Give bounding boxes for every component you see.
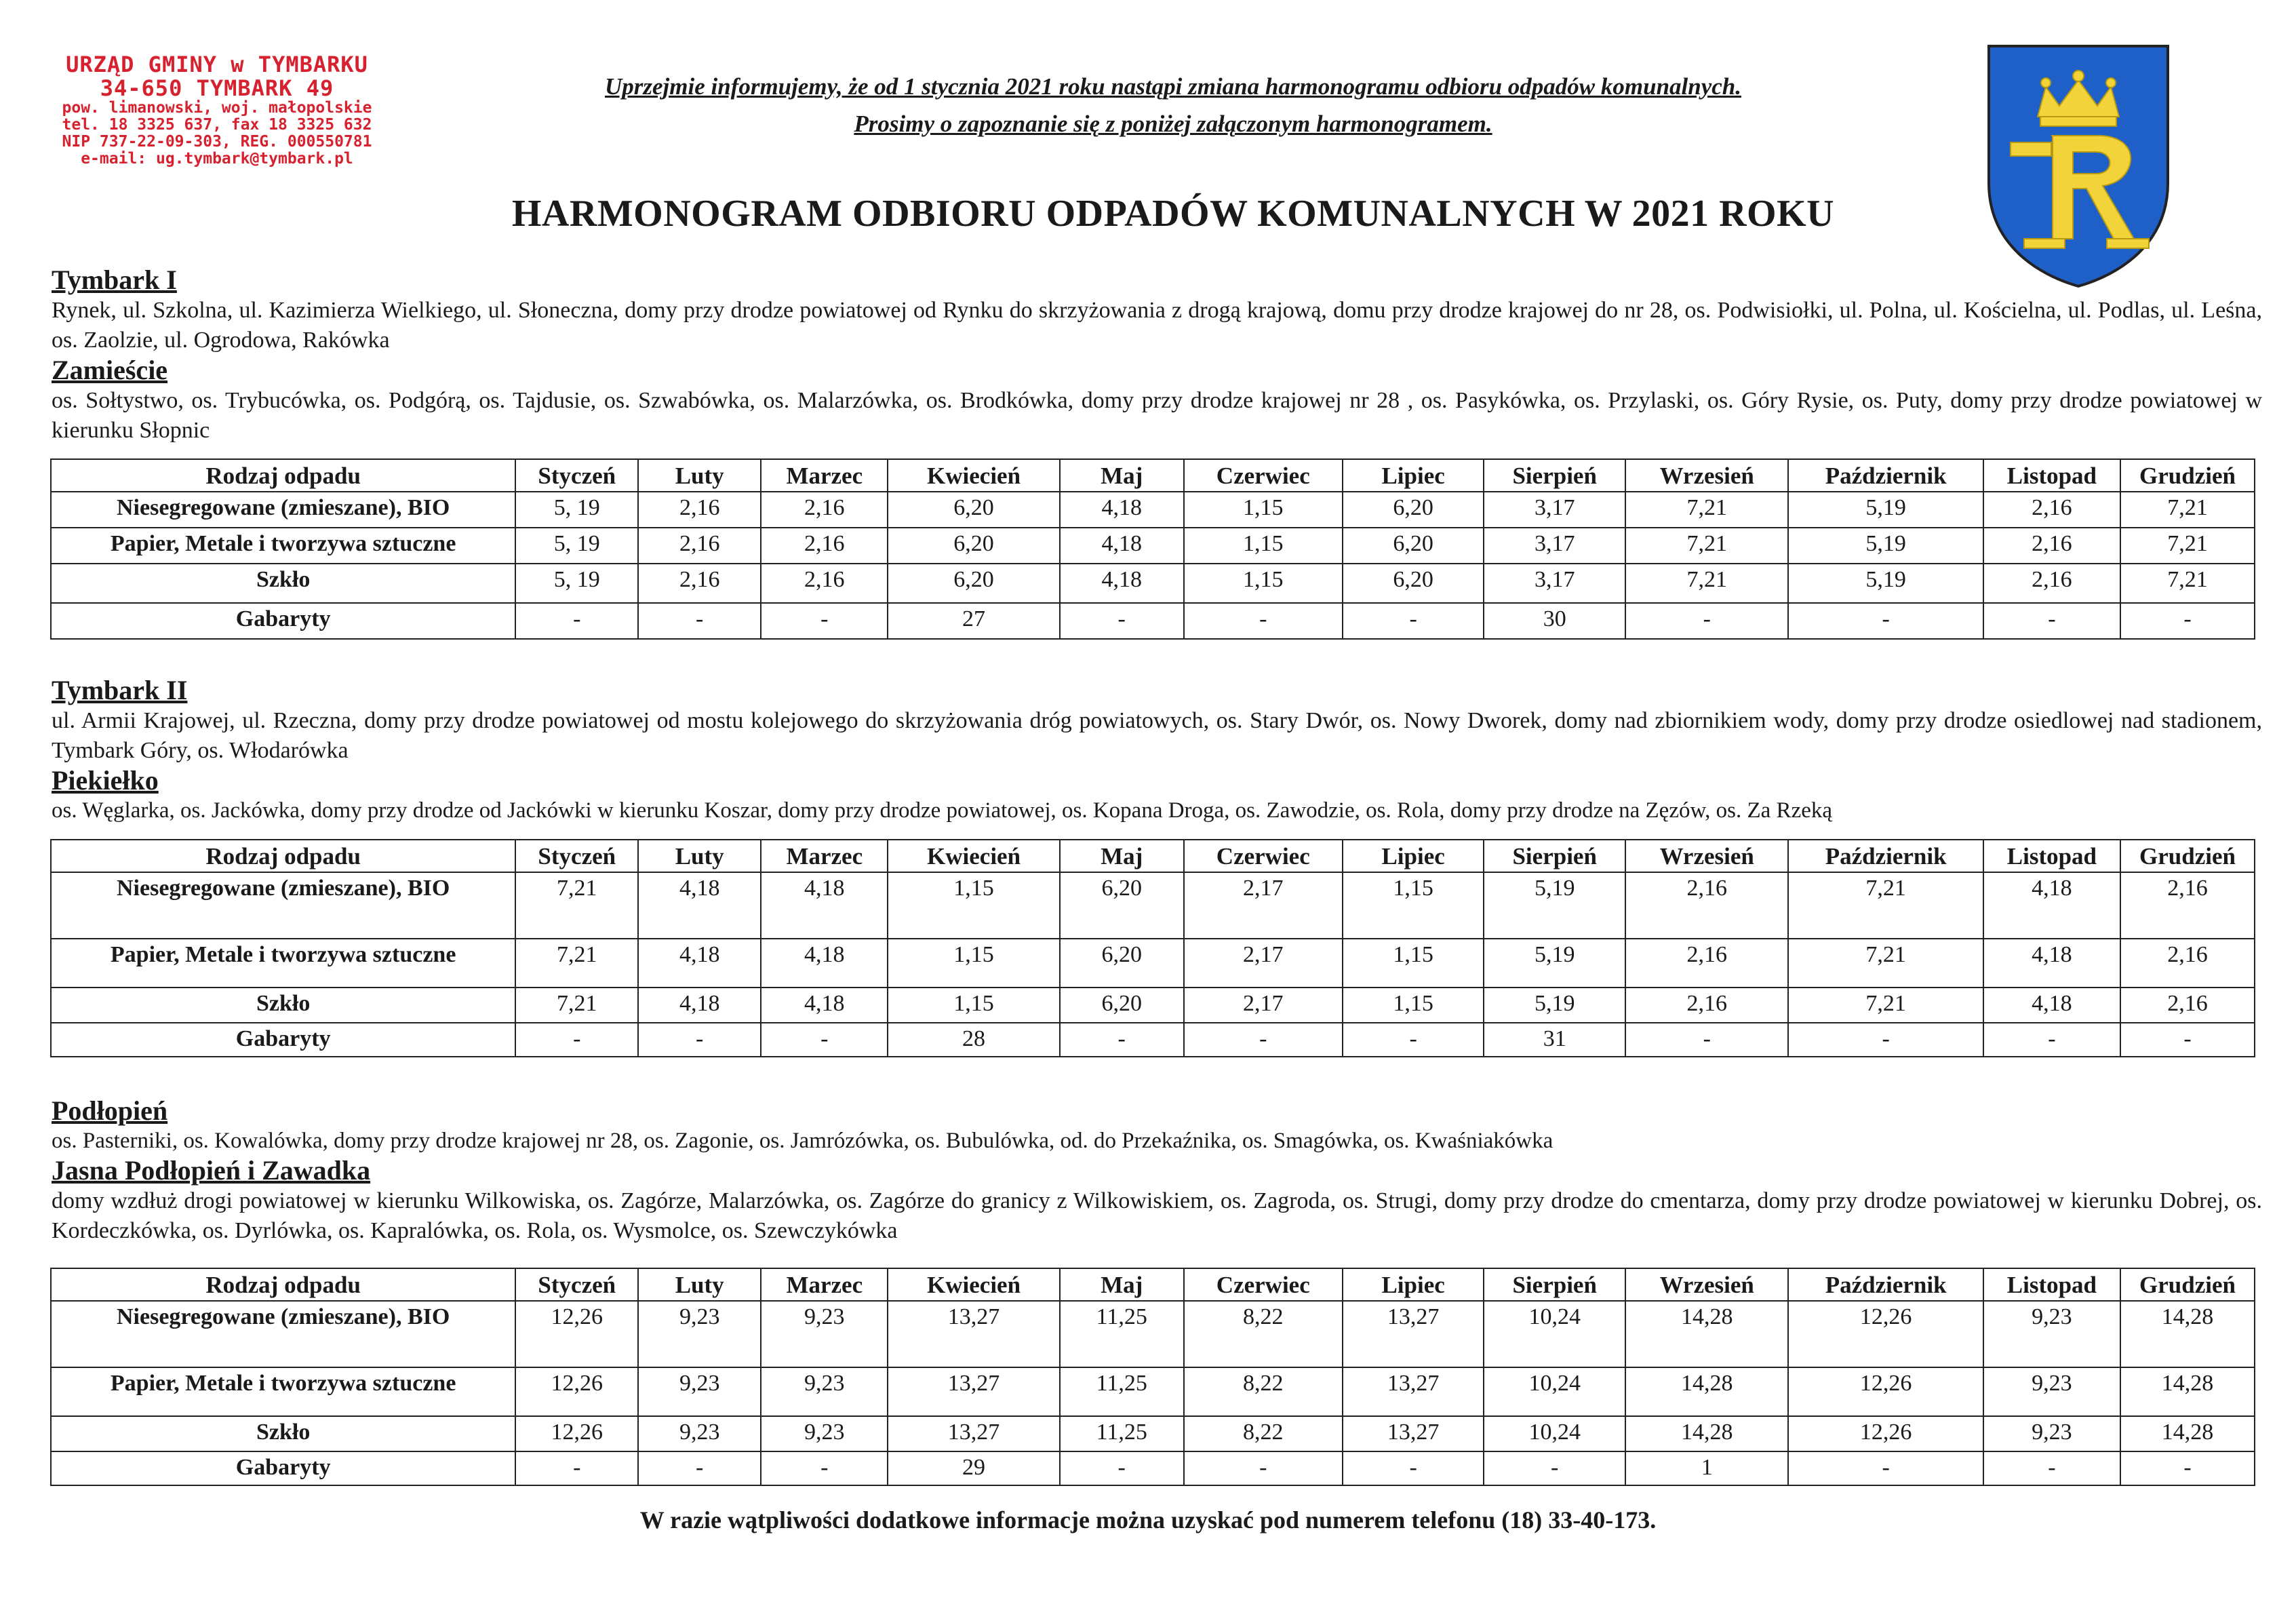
- pickup-dates-cell: 9,23: [761, 1367, 888, 1416]
- pickup-dates-cell: 9,23: [761, 1416, 888, 1451]
- pickup-dates-cell: 10,24: [1484, 1416, 1625, 1451]
- pickup-dates-cell: 8,22: [1184, 1416, 1343, 1451]
- month-header: Listopad: [1983, 459, 2120, 492]
- pickup-dates-cell: -: [638, 1023, 761, 1057]
- pickup-dates-cell: 7,21: [515, 872, 638, 939]
- month-header: Kwiecień: [888, 459, 1059, 492]
- pickup-dates-cell: 14,28: [2120, 1301, 2255, 1367]
- pickup-dates-cell: 1,15: [888, 939, 1059, 988]
- pickup-dates-cell: 2,16: [638, 492, 761, 528]
- month-header: Marzec: [761, 840, 888, 872]
- pickup-dates-cell: 12,26: [515, 1416, 638, 1451]
- pickup-dates-cell: 10,24: [1484, 1367, 1625, 1416]
- waste-type-header: Rodzaj odpadu: [51, 840, 515, 872]
- pickup-dates-cell: 12,26: [1788, 1367, 1983, 1416]
- pickup-dates-cell: 4,18: [1983, 988, 2120, 1023]
- pickup-dates-cell: 7,21: [1625, 492, 1789, 528]
- table-row: [51, 1023, 2255, 1057]
- schedule-table: [50, 1268, 2255, 1486]
- month-header: Marzec: [761, 1268, 888, 1301]
- pickup-dates-cell: -: [1060, 603, 1184, 639]
- pickup-dates-cell: 5,19: [1788, 564, 1983, 603]
- pickup-dates-cell: -: [761, 1451, 888, 1485]
- waste-type-label: Gabaryty: [51, 603, 515, 639]
- table-row: [51, 528, 2255, 564]
- month-header: Luty: [638, 1268, 761, 1301]
- pickup-dates-cell: 2,16: [761, 564, 888, 603]
- pickup-dates-cell: 2,16: [1625, 872, 1789, 939]
- pickup-dates-cell: 1,15: [1343, 872, 1484, 939]
- month-header: Maj: [1060, 840, 1184, 872]
- area-description: os. Sołtystwo, os. Trybucówka, os. Podgórą, os. Tajdusie, os. Szwabówka, os. Malarzówka, os. Brodkówka, domy przy drodze krajowej nr 28 , os. Pasykówka, os. Przylaski, os. Góry Rysie, os. Puty, domy przy drodze powiatowej w kierunku Słopnic: [52, 388, 2262, 443]
- pickup-dates-cell: 6,20: [1343, 528, 1484, 564]
- pickup-dates-cell: 9,23: [761, 1301, 888, 1367]
- area-description: ul. Armii Krajowej, ul. Rzeczna, domy przy drodze powiatowej od mostu kolejowego do skrzyżowania dróg powiatowych, os. Stary Dwór, os. Nowy Dworek, domy nad zbiornikiem wody, domy przy drodze osiedlowej nad stadionem, Tymbark Góry, os. Włodarówka: [52, 708, 2262, 763]
- waste-type-header: Rodzaj odpadu: [51, 459, 515, 492]
- pickup-dates-cell: -: [1788, 1451, 1983, 1485]
- pickup-dates-cell: 4,18: [1060, 564, 1184, 603]
- area-heading: Tymbark II: [52, 675, 188, 705]
- pickup-dates-cell: -: [1343, 1023, 1484, 1057]
- month-header: Wrzesień: [1625, 459, 1789, 492]
- pickup-dates-cell: 1,15: [888, 988, 1059, 1023]
- pickup-dates-cell: -: [1184, 1451, 1343, 1485]
- month-header: Sierpień: [1484, 1268, 1625, 1301]
- month-header: Lipiec: [1343, 1268, 1484, 1301]
- waste-type-label: Niesegregowane (zmieszane), BIO: [51, 492, 515, 528]
- month-header: Czerwiec: [1184, 1268, 1343, 1301]
- pickup-dates-cell: 5,19: [1484, 872, 1625, 939]
- table-row: [51, 1301, 2255, 1367]
- month-header: Kwiecień: [888, 840, 1059, 872]
- pickup-dates-cell: 12,26: [515, 1301, 638, 1367]
- schedule-table: [50, 839, 2255, 1057]
- table-row: [51, 1416, 2255, 1451]
- pickup-dates-cell: 12,26: [1788, 1416, 1983, 1451]
- pickup-dates-cell: 1,15: [1184, 564, 1343, 603]
- table-row: [51, 872, 2255, 939]
- section-tymbark-2: [52, 675, 2262, 825]
- waste-type-label: Niesegregowane (zmieszane), BIO: [51, 1301, 515, 1367]
- pickup-dates-cell: 7,21: [2120, 564, 2255, 603]
- month-header: Styczeń: [515, 1268, 638, 1301]
- month-header: Maj: [1060, 459, 1184, 492]
- pickup-dates-cell: -: [515, 603, 638, 639]
- pickup-dates-cell: 2,17: [1184, 872, 1343, 939]
- pickup-dates-cell: 2,16: [1983, 528, 2120, 564]
- table-header-row: [51, 840, 2255, 872]
- pickup-dates-cell: 3,17: [1484, 564, 1625, 603]
- month-header: Sierpień: [1484, 459, 1625, 492]
- pickup-dates-cell: 8,22: [1184, 1367, 1343, 1416]
- waste-type-label: Gabaryty: [51, 1023, 515, 1057]
- pickup-dates-cell: -: [1788, 1023, 1983, 1057]
- waste-type-header: Rodzaj odpadu: [51, 1268, 515, 1301]
- pickup-dates-cell: 9,23: [638, 1301, 761, 1367]
- pickup-dates-cell: 30: [1484, 603, 1625, 639]
- pickup-dates-cell: 1,15: [1184, 492, 1343, 528]
- pickup-dates-cell: -: [1184, 1023, 1343, 1057]
- table-row: [51, 1451, 2255, 1485]
- pickup-dates-cell: 2,16: [761, 492, 888, 528]
- pickup-dates-cell: 1: [1625, 1451, 1789, 1485]
- month-header: Grudzień: [2120, 1268, 2255, 1301]
- pickup-dates-cell: 7,21: [1788, 939, 1983, 988]
- table-row: [51, 492, 2255, 528]
- pickup-dates-cell: 12,26: [1788, 1301, 1983, 1367]
- pickup-dates-cell: -: [515, 1023, 638, 1057]
- pickup-dates-cell: 6,20: [1060, 872, 1184, 939]
- office-stamp: [27, 53, 407, 167]
- pickup-dates-cell: 14,28: [1625, 1301, 1789, 1367]
- pickup-dates-cell: -: [1060, 1451, 1184, 1485]
- pickup-dates-cell: 27: [888, 603, 1059, 639]
- month-header: Wrzesień: [1625, 840, 1789, 872]
- stamp-office-name: URZĄD GMINY w TYMBARKU: [66, 52, 368, 77]
- pickup-dates-cell: -: [1343, 1451, 1484, 1485]
- stamp-address: 34-650 TYMBARK 49: [100, 75, 334, 101]
- pickup-dates-cell: -: [761, 603, 888, 639]
- stamp-email: e-mail: ug.tymbark@tymbark.pl: [81, 149, 353, 168]
- waste-type-label: Papier, Metale i tworzywa sztuczne: [51, 528, 515, 564]
- pickup-dates-cell: 6,20: [888, 492, 1059, 528]
- pickup-dates-cell: -: [761, 1023, 888, 1057]
- area-description: domy wzdłuż drogi powiatowej w kierunku Wilkowiska, os. Zagórze, Malarzówka, os. Zagórze do granicy z Wilkowiskiem, os. Zagroda, os. Strugi, domy przy drodze do cmentarza, domy przy drodze powiatowej w kierunku Dobrej, os. Kordeczkówka, os. Dyrlówka, os. Kapralówka, os. Rola, os. Wysmolce, os. Szewczykówka: [52, 1188, 2262, 1243]
- month-header: Maj: [1060, 1268, 1184, 1301]
- pickup-dates-cell: 1,15: [888, 872, 1059, 939]
- month-header: Styczeń: [515, 840, 638, 872]
- area-heading: Zamieście: [52, 355, 168, 386]
- waste-type-label: Gabaryty: [51, 1451, 515, 1485]
- stamp-phone: tel. 18 3325 637, fax 18 3325 632: [62, 115, 372, 134]
- pickup-dates-cell: -: [1184, 603, 1343, 639]
- pickup-dates-cell: 1,15: [1184, 528, 1343, 564]
- pickup-dates-cell: 6,20: [888, 528, 1059, 564]
- month-header: Lipiec: [1343, 840, 1484, 872]
- pickup-dates-cell: 5, 19: [515, 564, 638, 603]
- pickup-dates-cell: 4,18: [638, 872, 761, 939]
- table-row: [51, 564, 2255, 603]
- pickup-dates-cell: 7,21: [515, 988, 638, 1023]
- pickup-dates-cell: 5,19: [1788, 492, 1983, 528]
- month-header: Grudzień: [2120, 840, 2255, 872]
- pickup-dates-cell: -: [1484, 1451, 1625, 1485]
- month-header: Luty: [638, 840, 761, 872]
- pickup-dates-cell: 7,21: [2120, 528, 2255, 564]
- pickup-dates-cell: 1,15: [1343, 988, 1484, 1023]
- area-description: Rynek, ul. Szkolna, ul. Kazimierza Wielkiego, ul. Słoneczna, domy przy drodze powiatowej od Rynku do skrzyżowania z drogą krajową, domu przy drodze krajowej do nr 28, os. Podwisiołki, ul. Polna, ul. Kościelna, ul. Podlas, ul. Leśna, os. Zaolzie, ul. Ogrodowa, Rakówka: [52, 298, 2262, 353]
- pickup-dates-cell: 13,27: [1343, 1416, 1484, 1451]
- month-header: Grudzień: [2120, 459, 2255, 492]
- table-row: [51, 988, 2255, 1023]
- pickup-dates-cell: -: [1983, 1451, 2120, 1485]
- pickup-dates-cell: 5, 19: [515, 528, 638, 564]
- stamp-district: pow. limanowski, woj. małopolskie: [62, 99, 372, 117]
- pickup-dates-cell: 6,20: [1343, 492, 1484, 528]
- waste-type-label: Szkło: [51, 1416, 515, 1451]
- pickup-dates-cell: 2,16: [761, 528, 888, 564]
- month-header: Sierpień: [1484, 840, 1625, 872]
- pickup-dates-cell: -: [2120, 603, 2255, 639]
- pickup-dates-cell: 9,23: [1983, 1367, 2120, 1416]
- area-heading: Piekiełko: [52, 765, 159, 796]
- pickup-dates-cell: 5,19: [1484, 939, 1625, 988]
- pickup-dates-cell: 5, 19: [515, 492, 638, 528]
- table-row: [51, 939, 2255, 988]
- pickup-dates-cell: 4,18: [1983, 872, 2120, 939]
- pickup-dates-cell: 2,16: [1983, 564, 2120, 603]
- pickup-dates-cell: 14,28: [1625, 1367, 1789, 1416]
- area-heading: Jasna Podłopień i Zawadka: [52, 1155, 371, 1186]
- pickup-dates-cell: 7,21: [1788, 872, 1983, 939]
- waste-type-label: Szkło: [51, 988, 515, 1023]
- pickup-dates-cell: 5,19: [1788, 528, 1983, 564]
- month-header: Listopad: [1983, 1268, 2120, 1301]
- table-row: [51, 1367, 2255, 1416]
- pickup-dates-cell: -: [638, 1451, 761, 1485]
- pickup-dates-cell: 4,18: [761, 939, 888, 988]
- pickup-dates-cell: 13,27: [888, 1416, 1059, 1451]
- pickup-dates-cell: 6,20: [1060, 939, 1184, 988]
- area-heading: Podłopień: [52, 1095, 168, 1126]
- pickup-dates-cell: -: [2120, 1451, 2255, 1485]
- month-header: Listopad: [1983, 840, 2120, 872]
- pickup-dates-cell: 2,17: [1184, 988, 1343, 1023]
- pickup-dates-cell: 2,16: [638, 528, 761, 564]
- pickup-dates-cell: 7,21: [2120, 492, 2255, 528]
- pickup-dates-cell: 4,18: [1060, 492, 1184, 528]
- pickup-dates-cell: 1,15: [1343, 939, 1484, 988]
- pickup-dates-cell: -: [2120, 1023, 2255, 1057]
- pickup-dates-cell: 13,27: [888, 1301, 1059, 1367]
- pickup-dates-cell: -: [515, 1451, 638, 1485]
- pickup-dates-cell: 8,22: [1184, 1301, 1343, 1367]
- pickup-dates-cell: 2,16: [1625, 988, 1789, 1023]
- pickup-dates-cell: 14,28: [2120, 1416, 2255, 1451]
- pickup-dates-cell: 28: [888, 1023, 1059, 1057]
- pickup-dates-cell: 6,20: [888, 564, 1059, 603]
- table-row: [51, 603, 2255, 639]
- pickup-dates-cell: 13,27: [1343, 1301, 1484, 1367]
- table-header-row: [51, 1268, 2255, 1301]
- month-header: Październik: [1788, 1268, 1983, 1301]
- month-header: Czerwiec: [1184, 840, 1343, 872]
- pickup-dates-cell: 2,16: [638, 564, 761, 603]
- month-header: Kwiecień: [888, 1268, 1059, 1301]
- pickup-dates-cell: 4,18: [761, 988, 888, 1023]
- waste-type-label: Papier, Metale i tworzywa sztuczne: [51, 1367, 515, 1416]
- pickup-dates-cell: 11,25: [1060, 1301, 1184, 1367]
- month-header: Październik: [1788, 459, 1983, 492]
- pickup-dates-cell: 2,17: [1184, 939, 1343, 988]
- pickup-dates-cell: 14,28: [2120, 1367, 2255, 1416]
- pickup-dates-cell: 9,23: [1983, 1301, 2120, 1367]
- pickup-dates-cell: 9,23: [1983, 1416, 2120, 1451]
- month-header: Wrzesień: [1625, 1268, 1789, 1301]
- pickup-dates-cell: 7,21: [1625, 564, 1789, 603]
- tymbark-coat-of-arms-icon: [1983, 41, 2173, 289]
- pickup-dates-cell: 10,24: [1484, 1301, 1625, 1367]
- pickup-dates-cell: -: [1983, 1023, 2120, 1057]
- intro-notice-line-1: Uprzejmie informujemy, że od 1 stycznia 2021 roku nastąpi zmiana harmonogramu odbioru odpadów komunalnych.: [604, 73, 1742, 100]
- waste-type-label: Papier, Metale i tworzywa sztuczne: [51, 939, 515, 988]
- pickup-dates-cell: 4,18: [638, 939, 761, 988]
- pickup-dates-cell: 9,23: [638, 1416, 761, 1451]
- area-heading: Tymbark I: [52, 265, 177, 295]
- pickup-dates-cell: 14,28: [1625, 1416, 1789, 1451]
- pickup-dates-cell: 11,25: [1060, 1367, 1184, 1416]
- pickup-dates-cell: 13,27: [1343, 1367, 1484, 1416]
- month-header: Październik: [1788, 840, 1983, 872]
- pickup-dates-cell: 3,17: [1484, 492, 1625, 528]
- pickup-dates-cell: 6,20: [1060, 988, 1184, 1023]
- waste-type-label: Szkło: [51, 564, 515, 603]
- pickup-dates-cell: 2,16: [2120, 988, 2255, 1023]
- pickup-dates-cell: 4,18: [1060, 528, 1184, 564]
- pickup-dates-cell: 13,27: [888, 1367, 1059, 1416]
- page-title: HARMONOGRAM ODBIORU ODPADÓW KOMUNALNYCH W 2021 ROKU: [511, 193, 1835, 235]
- schedule-table: [50, 458, 2255, 640]
- pickup-dates-cell: 12,26: [515, 1367, 638, 1416]
- area-description: os. Pasterniki, os. Kowalówka, domy przy drodze krajowej nr 28, os. Zagonie, os. Jamrózówka, os. Bubulówka, od. do Przekaźnika, os. Smagówka, os. Kwaśniakówka: [52, 1129, 1553, 1153]
- month-header: Marzec: [761, 459, 888, 492]
- pickup-dates-cell: 29: [888, 1451, 1059, 1485]
- pickup-dates-cell: -: [1983, 603, 2120, 639]
- pickup-dates-cell: 7,21: [1788, 988, 1983, 1023]
- pickup-dates-cell: 2,16: [1625, 939, 1789, 988]
- pickup-dates-cell: 7,21: [1625, 528, 1789, 564]
- pickup-dates-cell: 9,23: [638, 1367, 761, 1416]
- month-header: Styczeń: [515, 459, 638, 492]
- pickup-dates-cell: 3,17: [1484, 528, 1625, 564]
- pickup-dates-cell: 2,16: [2120, 872, 2255, 939]
- pickup-dates-cell: 7,21: [515, 939, 638, 988]
- section-tymbark-1: [52, 265, 2262, 445]
- pickup-dates-cell: -: [1625, 603, 1789, 639]
- intro-notice-line-2: Prosimy o zapoznanie się z poniżej załączonym harmonogramem.: [854, 111, 1492, 137]
- footer-contact-note: W razie wątpliwości dodatkowe informacje można uzyskać pod numerem telefonu (18) 33-40-173.: [639, 1506, 1657, 1533]
- section-podlopien: [52, 1095, 2262, 1245]
- month-header: Luty: [638, 459, 761, 492]
- pickup-dates-cell: -: [1788, 603, 1983, 639]
- waste-type-label: Niesegregowane (zmieszane), BIO: [51, 872, 515, 939]
- pickup-dates-cell: -: [1625, 1023, 1789, 1057]
- area-description: os. Węglarka, os. Jackówka, domy przy drodze od Jackówki w kierunku Koszar, domy przy drodze powiatowej, os. Kopana Droga, os. Zawodzie, os. Rola, domy przy drodze na Zęzów, os. Za Rzeką: [52, 798, 1833, 823]
- pickup-dates-cell: 5,19: [1484, 988, 1625, 1023]
- stamp-nip: NIP 737-22-09-303, REG. 000550781: [62, 132, 372, 151]
- pickup-dates-cell: 2,16: [2120, 939, 2255, 988]
- pickup-dates-cell: -: [1060, 1023, 1184, 1057]
- pickup-dates-cell: 4,18: [761, 872, 888, 939]
- pickup-dates-cell: 11,25: [1060, 1416, 1184, 1451]
- month-header: Czerwiec: [1184, 459, 1343, 492]
- pickup-dates-cell: 31: [1484, 1023, 1625, 1057]
- pickup-dates-cell: -: [638, 603, 761, 639]
- pickup-dates-cell: 4,18: [1983, 939, 2120, 988]
- pickup-dates-cell: 6,20: [1343, 564, 1484, 603]
- pickup-dates-cell: 2,16: [1983, 492, 2120, 528]
- pickup-dates-cell: -: [1343, 603, 1484, 639]
- table-header-row: [51, 459, 2255, 492]
- pickup-dates-cell: 4,18: [638, 988, 761, 1023]
- month-header: Lipiec: [1343, 459, 1484, 492]
